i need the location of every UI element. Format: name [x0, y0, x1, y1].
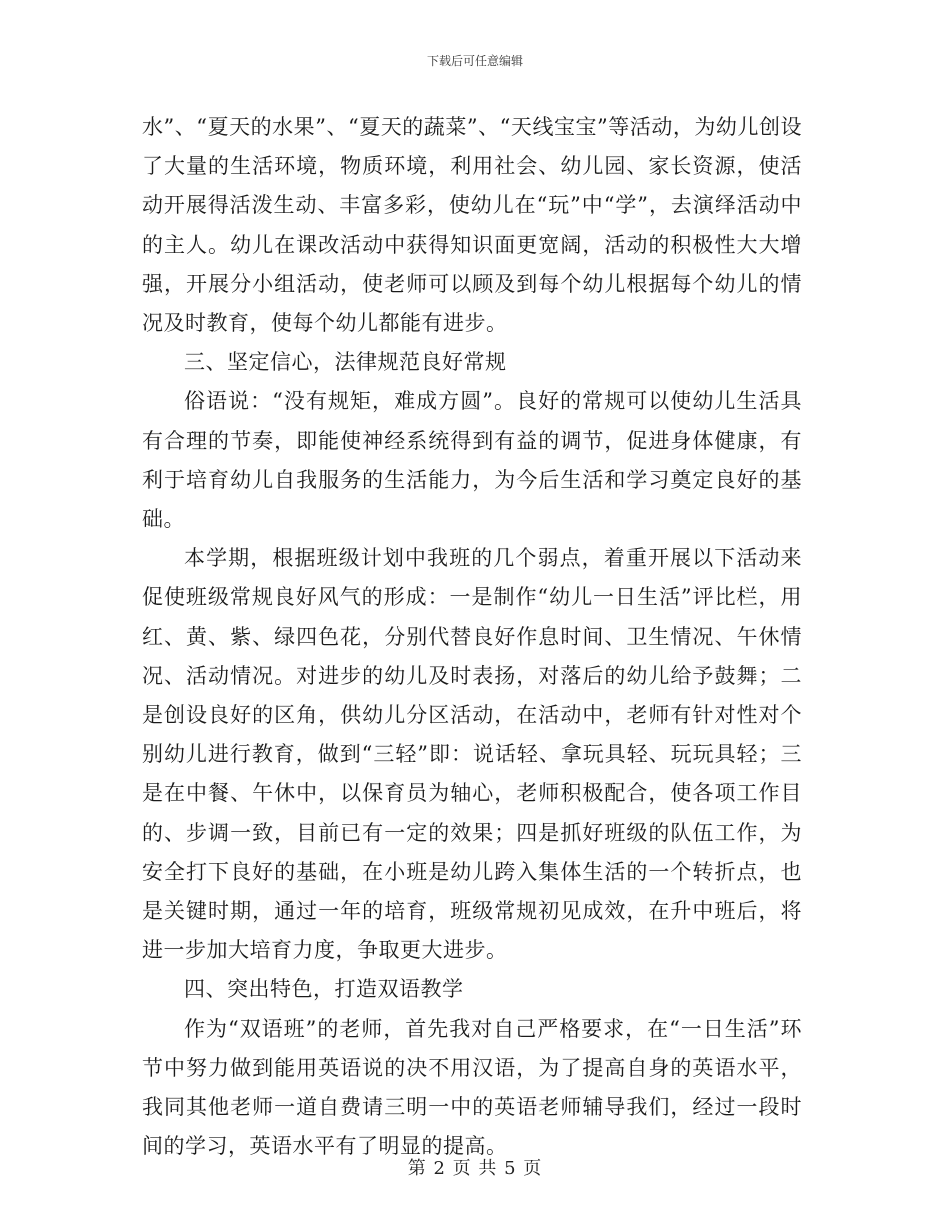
paragraph-activities-continued: 水”、“夏天的水果”、“夏天的蔬菜”、“天线宝宝”等活动，为幼儿创设了大量的生活环境，物质环境，利用社会、幼儿园、家长资源，使活动开展得活泼生动、丰富多彩，使幼儿在“玩”中“学”，去演绎活动中的主人。幼儿在课改活动中获得知识面更宽阔，活动的积极性大大增强，开展分小组活动，使老师可以顾及到每个幼儿根据每个幼儿的情况及时教育，使每个幼儿都能有进步。	[142, 115, 802, 336]
footer-total-pages: 5	[504, 1158, 517, 1179]
paragraph-semester-routine: 本学期，根据班级计划中我班的几个弱点，着重开展以下活动来促使班级常规良好风气的形成：一是制作“幼儿一日生活”评比栏，用红、黄、紫、绿四色花，分别代替良好作息时间、卫生情况、午休情况、活动情况。对进步的幼儿及时表扬，对落后的幼儿给予鼓舞；二是创设良好的区角，供幼儿分区活动，在活动中，老师有针对性对个别幼儿进行教育，做到“三轻”即：说话轻、拿玩具轻、玩玩具轻；三是在中餐、午休中，以保育员为轴心，老师积极配合，使各项工作目的、步调一致，目前已有一定的效果；四是抓好班级的队伍工作，为安全打下良好的基础，在小班是幼儿跨入集体生活的一个转折点，也是关键时期，通过一年的培育，班级常规初见成效，在升中班后，将进一步加大培育力度，争取更大进步。	[142, 546, 802, 963]
section-heading-three: 三、坚定信心，法律规范良好常规	[184, 350, 507, 375]
paragraph-routine-intro: 俗语说：“没有规矩，难成方圆”。良好的常规可以使幼儿生活具有合理的节奏，即能使神经系统得到有益的调节，促进身体健康，有利于培育幼儿自我服务的生活能力，为今后生活和学习奠定良好的基础。	[142, 389, 802, 532]
footer-label-total: 共	[478, 1158, 498, 1179]
document-body	[142, 108, 802, 1166]
page-number-footer	[0, 1154, 950, 1180]
footer-label-page-unit: 页	[452, 1158, 472, 1179]
footer-label-page: 第	[407, 1158, 427, 1179]
section-heading-four: 四、突出特色，打造双语教学	[184, 977, 464, 1002]
page-header-note: 下载后可任意编辑	[426, 54, 523, 68]
paragraph-bilingual: 作为“双语班”的老师，首先我对自己严格要求，在“一日生活”环节中努力做到能用英语说的决不用汉语，为了提高自身的英语水平，我同其他老师一道自费请三明一中的英语老师辅导我们，经过一段时间的学习，英语水平有了明显的提高。	[142, 1016, 802, 1159]
footer-label-total-unit: 页	[523, 1158, 543, 1179]
footer-current-page: 2	[433, 1158, 446, 1179]
